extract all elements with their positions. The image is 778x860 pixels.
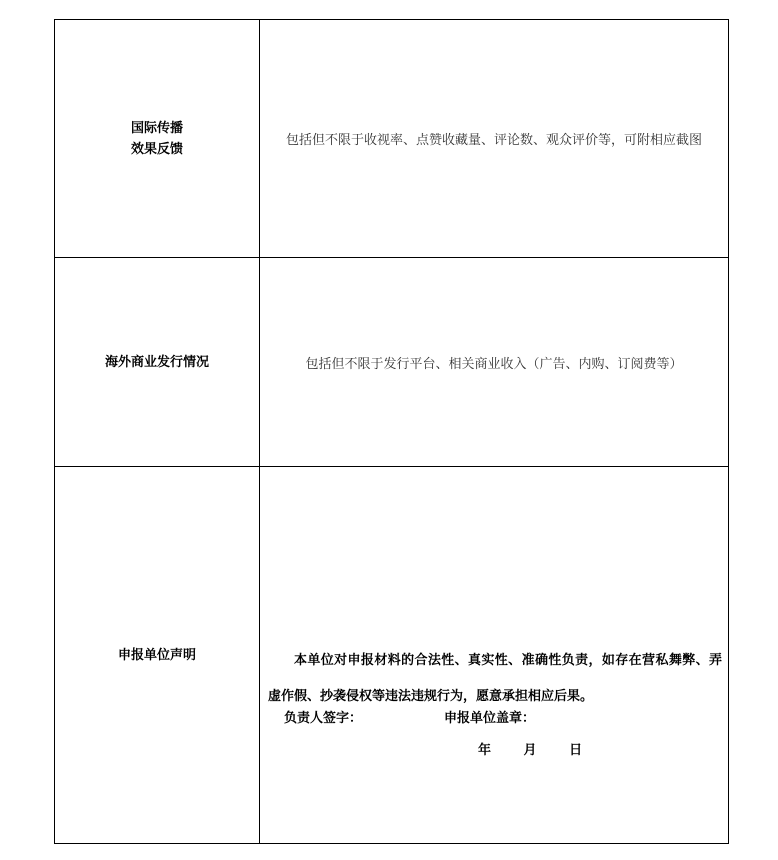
- label-line: 申报单位声明: [117, 647, 196, 663]
- label-overseas-distribution: [55, 258, 260, 467]
- label-declaration: [55, 467, 260, 844]
- date-year[interactable]: 年: [478, 743, 492, 758]
- application-form-table: [54, 19, 729, 844]
- distribution-hint-text: 包括但不限于发行平台、相关商业收入（广告、内购、订阅费等）: [305, 356, 683, 372]
- feedback-hint-text: 包括但不限于收视率、点赞收藏量、评论数、观众评价等，可附相应截图: [285, 133, 702, 148]
- date-day[interactable]: 日: [569, 743, 583, 758]
- label-international-feedback: [55, 20, 260, 258]
- seal-label[interactable]: 申报单位盖章：: [444, 711, 536, 726]
- date-row: [478, 739, 610, 758]
- signature-row: [284, 707, 536, 726]
- label-line: 效果反馈: [130, 141, 183, 157]
- signature-label[interactable]: 负责人签字：: [284, 711, 363, 726]
- date-month[interactable]: 月: [523, 743, 537, 758]
- label-line: 国际传播: [130, 120, 183, 136]
- table-row-international-feedback: [55, 20, 729, 258]
- declaration-text: 本单位对申报材料的合法性、真实性、准确性负责，如存在营私舞弊、弄虚作假、抄袭侵权等违法违规行为，愿意承担相应后果。: [268, 653, 722, 704]
- feedback-input-area[interactable]: [260, 20, 729, 258]
- label-line: 海外商业发行情况: [104, 354, 209, 370]
- distribution-input-area[interactable]: [260, 258, 729, 467]
- declaration-cell: [260, 467, 729, 844]
- table-row-overseas-distribution: [55, 258, 729, 467]
- table-row-declaration: [55, 467, 729, 844]
